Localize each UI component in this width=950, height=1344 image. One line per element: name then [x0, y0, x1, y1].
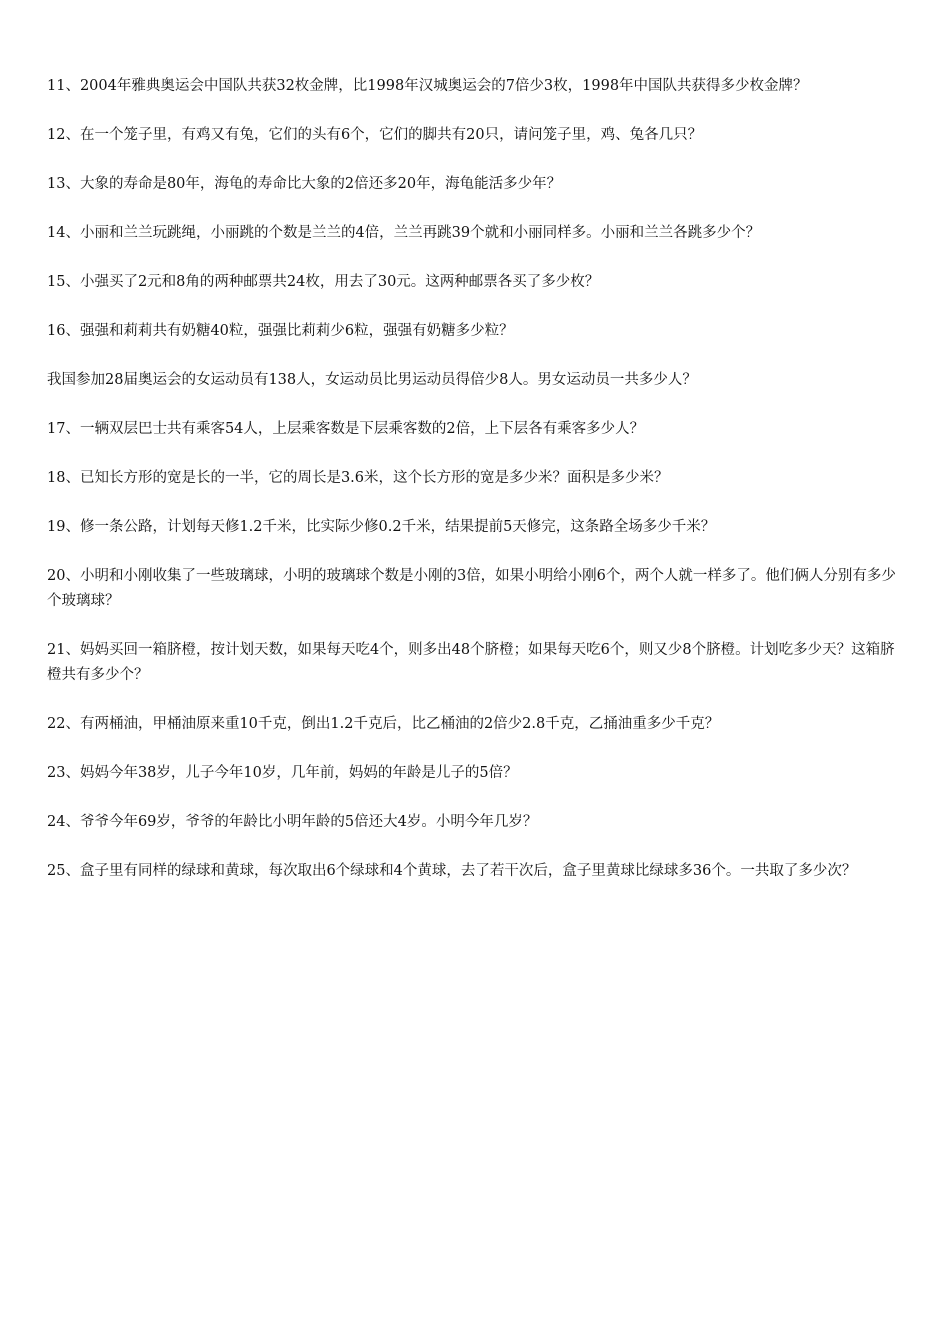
- problem-unnumbered: 我国参加28届奥运会的女运动员有138人，女运动员比男运动员得倍少8人。男女运动员一共多少人？: [47, 372, 697, 388]
- problem-17: 17、一辆双层巴士共有乘客54人，上层乘客数是下层乘客数的2倍，上下层各有乘客多少人？: [47, 421, 645, 437]
- problem-12: 12、在一个笼子里，有鸡又有兔，它们的头有6个，它们的脚共有20只，请问笼子里，鸡、兔各几只？: [47, 127, 703, 143]
- problem-24: 24、爷爷今年69岁，爷爷的年龄比小明年龄的5倍还大4岁。小明今年几岁？: [47, 814, 538, 830]
- problem-16: 16、强强和莉莉共有奶糖40粒，强强比莉莉少6粒，强强有奶糖多少粒？: [47, 323, 514, 339]
- problem-list: [47, 74, 909, 908]
- problem-11: 11、2004年雅典奥运会中国队共获32枚金牌，比1998年汉城奥运会的7倍少3枚，1998年中国队共获得多少枚金牌？: [47, 78, 808, 94]
- problem-18: 18、已知长方形的宽是长的一半，它的周长是3.6米，这个长方形的宽是多少米？面积是多少米？: [47, 470, 669, 486]
- problem-21: 21、妈妈买回一箱脐橙，按计划天数，如果每天吃4个，则多出48个脐橙；如果每天吃6个，则又少8个脐橙。计划吃多少天？这箱脐橙共有多少个？: [47, 642, 895, 683]
- problem-20: 20、小明和小刚收集了一些玻璃球，小明的玻璃球个数是小刚的3倍，如果小明给小刚6个，两个人就一样多了。他们俩人分别有多少个玻璃球？: [47, 568, 896, 609]
- problem-22: 22、有两桶油，甲桶油原来重10千克，倒出1.2千克后，比乙桶油的2倍少2.8千克，乙捅油重多少千克？: [47, 716, 720, 732]
- problem-25: 25、盒子里有同样的绿球和黄球，每次取出6个绿球和4个黄球，去了若干次后，盒子里黄球比绿球多36个。一共取了多少次？: [47, 863, 857, 879]
- problem-13: 13、大象的寿命是80年，海龟的寿命比大象的2倍还多20年，海龟能活多少年？: [47, 176, 562, 192]
- problem-14: 14、小丽和兰兰玩跳绳，小丽跳的个数是兰兰的4倍，兰兰再跳39个就和小丽同样多。小丽和兰兰各跳多少个？: [47, 225, 761, 241]
- problem-15: 15、小强买了2元和8角的两种邮票共24枚，用去了30元。这两种邮票各买了多少枚？: [47, 274, 600, 290]
- problem-19: 19、修一条公路，计划每天修1.2千米，比实际少修0.2千米，结果提前5天修完，这条路全场多少千米？: [47, 519, 716, 535]
- problem-23: 23、妈妈今年38岁，儿子今年10岁，几年前，妈妈的年龄是儿子的5倍？: [47, 765, 518, 781]
